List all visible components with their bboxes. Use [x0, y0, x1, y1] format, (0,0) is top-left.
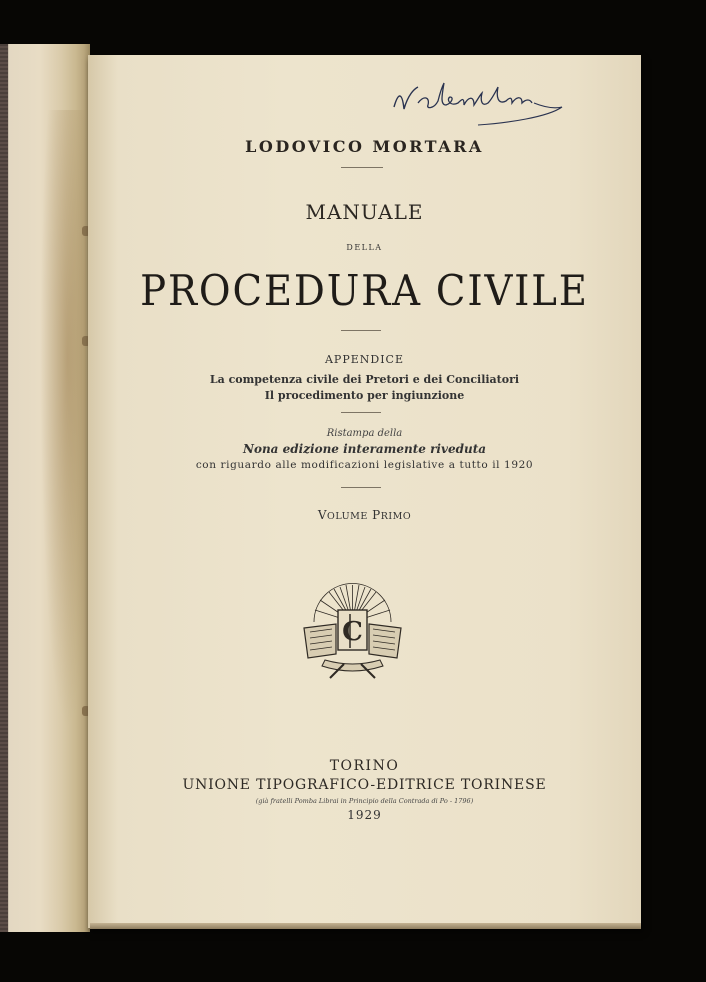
appendix-line-1: La competenza civile dei Pretori e dei Conciliatori — [209, 373, 520, 386]
page-edge — [90, 923, 641, 929]
binding-cloth — [0, 44, 8, 932]
edition-name: Nona edizione interamente riveduta — [242, 442, 487, 456]
appendix-line-2: Il procedimento per ingiunzione — [264, 389, 465, 402]
appendix-heading: APPENDICE — [324, 353, 404, 366]
edition-note: con riguardo alle modificazioni legislative a tutto il 1920 — [195, 459, 534, 471]
publication-year: 1929 — [347, 808, 382, 822]
divider — [341, 487, 381, 488]
publisher-name: UNIONE TIPOGRAFICO-EDITRICE TORINESE — [182, 777, 547, 793]
divider — [341, 167, 383, 168]
author-name: LODOVICO MORTARA — [245, 137, 484, 156]
publisher-emblem-icon — [300, 582, 405, 682]
volume-rest: OLUME — [327, 511, 368, 522]
title-line-1: MANUALE — [305, 200, 424, 224]
publisher-city: TORINO — [329, 758, 400, 774]
volume-number-initial: P — [372, 508, 381, 522]
title-page-content — [88, 55, 641, 928]
volume-label — [88, 508, 641, 522]
volume-number-rest: RIMO — [380, 511, 412, 522]
publisher-former-name: (già fratelli Pomba Librai in Principio della Contrada di Po - 1796) — [255, 797, 474, 805]
title-main: PROCEDURA CIVILE — [140, 266, 589, 315]
title-connector: DELLA — [346, 243, 383, 252]
svg-text:C: C — [342, 617, 363, 647]
title-page — [88, 55, 641, 928]
paper-stain — [40, 110, 86, 730]
reprint-label: Ristampa della — [326, 428, 403, 439]
handwritten-signature — [388, 73, 568, 133]
divider — [341, 330, 381, 331]
volume-initial: V — [317, 508, 328, 522]
divider — [341, 412, 381, 413]
